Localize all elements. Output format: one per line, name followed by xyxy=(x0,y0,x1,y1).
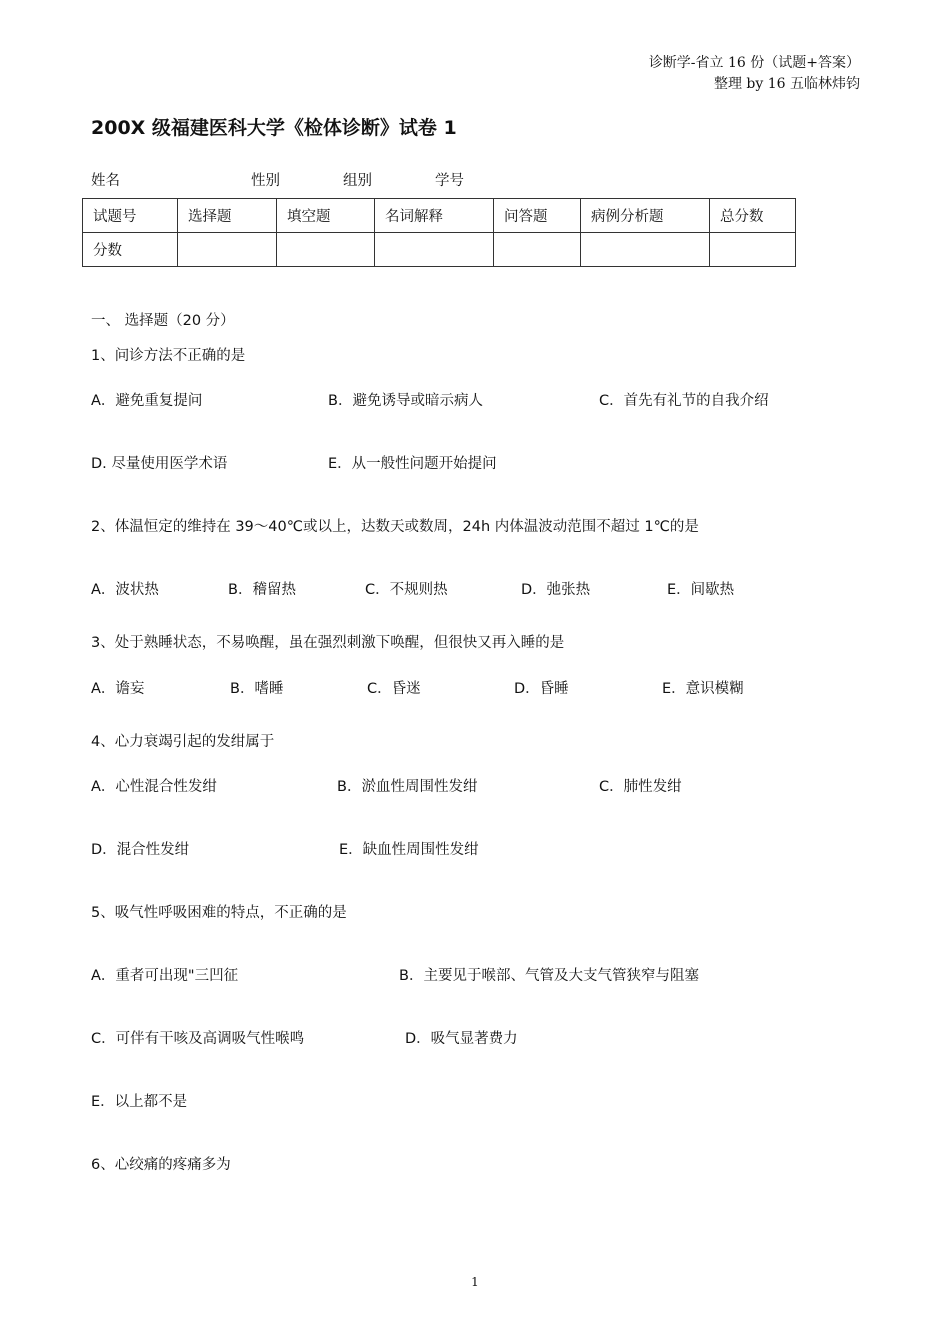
option: B．淤血性周围性发绀 xyxy=(337,779,478,795)
option: D．弛张热 xyxy=(521,582,591,598)
option: A．避免重复提问 xyxy=(91,393,203,409)
option: B．避免诱导或暗示病人 xyxy=(328,393,483,409)
option: A．谵妄 xyxy=(91,681,145,697)
option: C．可伴有干咳及高调吸气性喉鸣 xyxy=(91,1031,305,1047)
table-header-cell: 问答题 xyxy=(494,199,581,233)
option: D．昏睡 xyxy=(514,681,569,697)
option: D．混合性发绀 xyxy=(91,842,190,858)
table-header-cell: 名词解释 xyxy=(375,199,494,233)
option: A．重者可出现"三凹征 xyxy=(91,968,239,984)
option: C．不规则热 xyxy=(365,582,448,598)
field-student-id-label: 学号 xyxy=(435,173,464,189)
section-heading: 一、 选择题（20 分） xyxy=(91,313,235,329)
table-row-label: 分数 xyxy=(83,233,178,267)
score-table-header-row xyxy=(83,199,796,233)
option: A．心性混合性发绀 xyxy=(91,779,217,795)
score-table xyxy=(82,198,796,267)
table-header-cell: 选择题 xyxy=(178,199,277,233)
score-cell-terms xyxy=(375,233,494,267)
option: A．波状热 xyxy=(91,582,159,598)
field-name-label: 姓名 xyxy=(91,173,120,189)
option: C．首先有礼节的自我介绍 xyxy=(599,393,769,409)
page-number: 1 xyxy=(471,1275,479,1289)
table-header-cell: 病例分析题 xyxy=(581,199,710,233)
option: C．肺性发绀 xyxy=(599,779,682,795)
score-cell-choice xyxy=(178,233,277,267)
option: B．嗜睡 xyxy=(230,681,284,697)
table-header-cell: 试题号 xyxy=(83,199,178,233)
option: E．从一般性问题开始提问 xyxy=(328,456,497,472)
exam-title: 200X 级福建医科大学《检体诊断》试卷 1 xyxy=(91,117,457,139)
question-stem: 1、问诊方法不正确的是 xyxy=(91,348,246,364)
option: C．昏迷 xyxy=(367,681,421,697)
question-stem: 4、心力衰竭引起的发绀属于 xyxy=(91,734,275,750)
question-stem: 3、处于熟睡状态，不易唤醒，虽在强烈刺激下唤醒，但很快又再入睡的是 xyxy=(91,635,565,651)
table-header-cell: 填空题 xyxy=(277,199,375,233)
option: E．间歇热 xyxy=(667,582,735,598)
option: B．主要见于喉部、气管及大支气管狭窄与阻塞 xyxy=(399,968,699,984)
score-table-score-row xyxy=(83,233,796,267)
score-cell-qa xyxy=(494,233,581,267)
table-header-cell: 总分数 xyxy=(710,199,796,233)
score-cell-fill xyxy=(277,233,375,267)
score-cell-total xyxy=(710,233,796,267)
question-stem: 2、体温恒定的维持在 39～40℃或以上，达数天或数周，24h 内体温波动范围不超过 1℃的是 xyxy=(91,519,699,535)
field-gender-label: 性别 xyxy=(251,173,280,189)
header-line-1: 诊断学-省立 16 份（试题+答案） xyxy=(648,55,860,71)
score-cell-case xyxy=(581,233,710,267)
question-stem: 5、吸气性呼吸困难的特点，不正确的是 xyxy=(91,905,347,921)
header-line-2: 整理 by 16 五临林炜钧 xyxy=(713,76,860,92)
option: E．意识模糊 xyxy=(662,681,744,697)
option: E．以上都不是 xyxy=(91,1094,188,1110)
option: B．稽留热 xyxy=(228,582,296,598)
option: D．吸气显著费力 xyxy=(405,1031,518,1047)
question-stem: 6、心绞痛的疼痛多为 xyxy=(91,1157,231,1173)
field-group-label: 组别 xyxy=(343,173,372,189)
option: D. 尽量使用医学术语 xyxy=(91,456,228,472)
option: E．缺血性周围性发绀 xyxy=(339,842,479,858)
